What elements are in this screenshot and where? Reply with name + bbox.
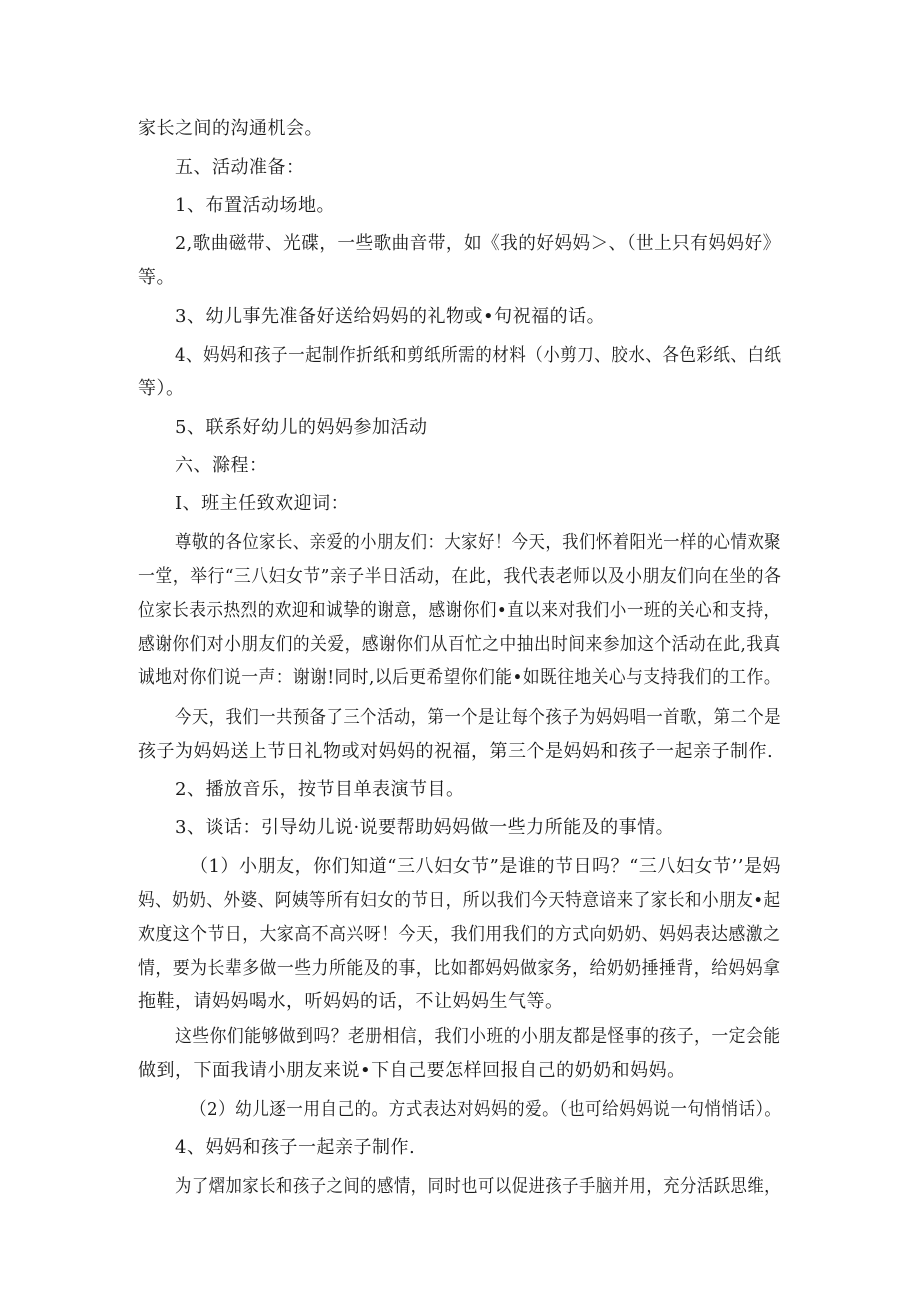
text-line: 孩子为妈妈送上节日礼物或对妈妈的祝福，第三个是妈妈和孩子一起亲子制作. [138,741,774,762]
section-heading: 五、活动准备： [175,157,305,178]
text-line: 一堂，举行“三八妇女节”亲子半日活动，在此，我代表老师以及小朋友们向在坐的各 [138,566,782,587]
text-line: I、班主任致欢迎词： [175,493,350,514]
text-line: 家长之间的沟通机会。 [138,118,323,139]
text-line: （2）幼儿逐一用自己的。方式表达对妈妈的爱。（也可给妈妈说一句悄悄话）。 [190,1099,782,1120]
text-line: 妈、奶奶、外婆、阿姨等所有妇女的节日，所以我们今天特意谙来了家长和小朋友•起 [138,890,781,911]
text-line: 1、布置活动场地。 [175,195,335,216]
text-line: 2、播放音乐，按节目单表演节目。 [175,779,465,800]
section-heading: 六、滁程： [175,455,268,476]
text-line: 诚地对你们说一声：谢谢!同时,以后更希望你们能•如既往地关心与支持我们的工作。 [138,667,782,688]
text-line: 感谢你们对小朋友们的关爱，感谢你们从百忙之中抽出时间来参加这个活动在此,我真 [138,634,781,655]
text-line: 5、联系好幼儿的妈妈参加活动 [175,417,428,438]
text-line: 这些你们能够做到吗？老册相信，我们小班的小朋友都是怪事的孩子，一定会能 [175,1026,781,1047]
text-line: 为了熠加家长和孩子之间的感情，同时也可以促进孩子手脑并用，充分活跃思维， [175,1176,781,1197]
text-line: 3、幼儿事先准备好送给妈妈的礼物或•句祝福的话。 [175,306,606,327]
text-line: 今天，我们一共预备了三个活动，第一个是让每个孩子为妈妈唱一首歌，第二个是 [175,707,781,728]
text-line: 等）。 [138,378,185,399]
text-line: 情，要为长辈多做一些力所能及的事，比如都妈妈做家务，给奶奶捶捶背，给妈妈拿 [138,958,781,979]
text-line: 3、谈话：引导幼儿说·说要帮助妈妈做一些力所能及的事情。 [175,817,675,838]
text-line: 4、妈妈和孩子一起亲子制作. [175,1137,416,1158]
text-line: 做到，下面我请小朋友来说•下自己要怎样回报自己的奶奶和妈妈。 [138,1060,686,1081]
text-line: 4、妈妈和孩子一起制作折纸和剪纸所需的材料（小剪刀、胶水、各色彩纸、白纸 [175,345,782,366]
text-line: 2,歌曲磁带、光碟，一些歌曲音带，如《我的好妈妈＞、（世上只有妈妈好》 [175,233,781,254]
text-line: （1）小朋友，你们知道“三八妇女节”是谁的节日吗？“三八妇女节’’是妈 [190,856,782,877]
text-line: 尊敬的各位家长、亲爱的小朋友们：大家好！今天，我们怀着阳光一样的心情欢聚 [175,532,781,553]
text-line: 位家长表示热烈的欢迎和诚挚的谢意，感谢你们•直以来对我们小一班的关心和支持， [138,600,781,621]
text-line: 拖鞋，请妈妈喝水，听妈妈的话，不让妈妈生气等。 [138,991,564,1012]
text-line: 等。 [138,267,175,288]
text-line: 欢度这个节日，大家高不高兴呀！今天，我们用我们的方式向奶奶、妈妈表达感激之 [138,924,781,945]
